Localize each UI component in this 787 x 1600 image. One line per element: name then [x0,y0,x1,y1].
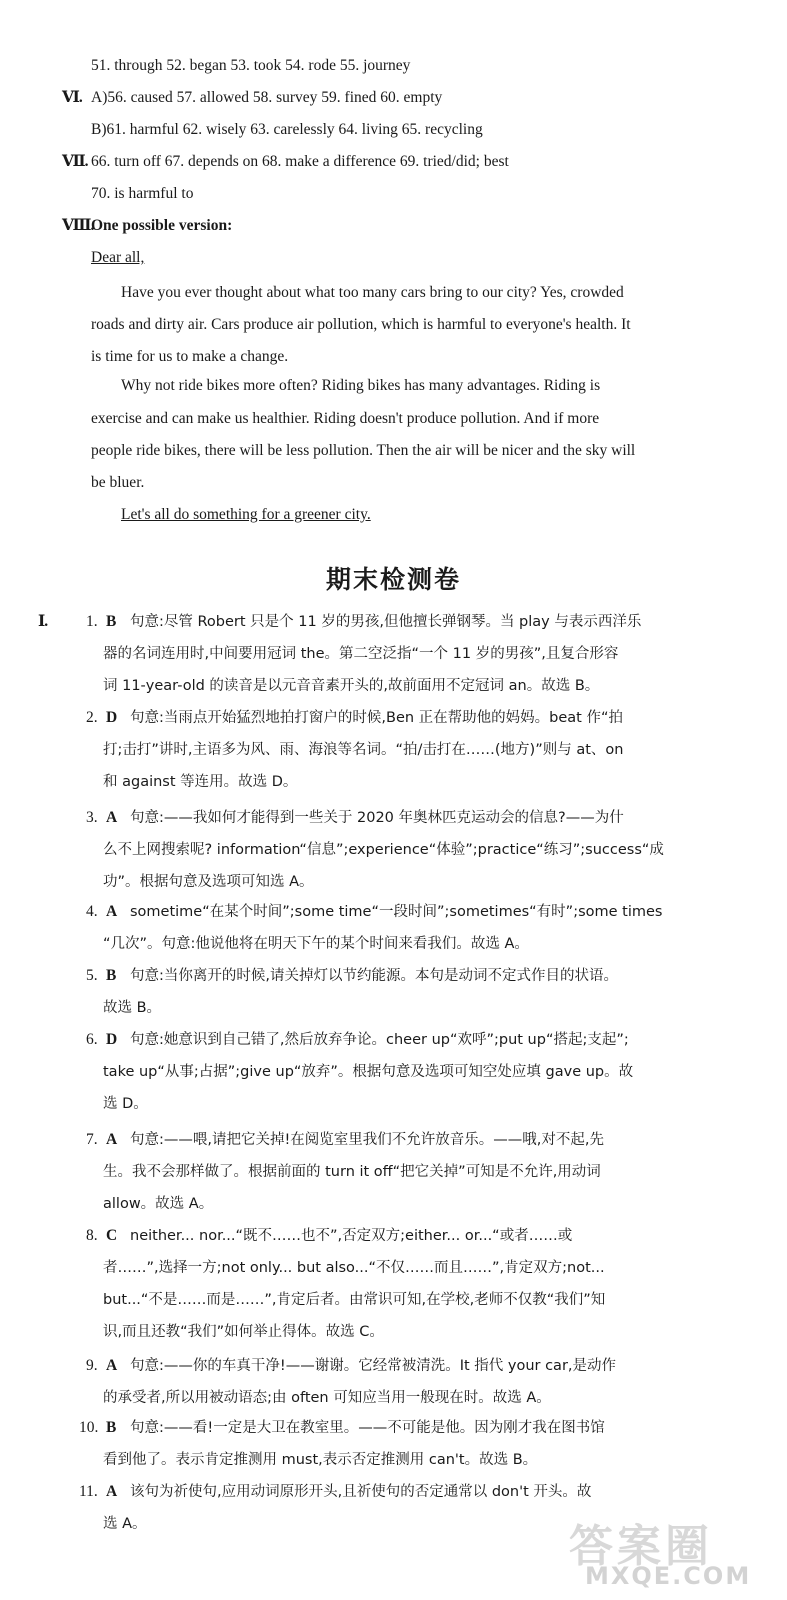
explanation-line: 选 D。 [103,1096,148,1112]
essay-line: Why not ride bikes more often? Riding bikes has many advantages. Riding is [121,377,601,394]
explanation-line: 故选 B。 [103,1000,162,1016]
answer-key: B [106,967,117,984]
explanation-line: neither... nor...“既不……也不”,否定双方;either... or...“或者……或 [130,1228,573,1244]
explanation-line: 句意:——你的车真干净!——谢谢。它经常被清洗。It 指代 your car,是动作 [130,1358,617,1374]
explanation-line: 识,而且还教“我们”如何举止得体。故选 C。 [103,1324,384,1340]
section-numeral-i: Ⅰ. [38,613,48,630]
question-number: 1. [86,613,98,630]
explanation-line: 句意:——喂,请把它关掉!在阅览室里我们不允许放音乐。——哦,对不起,先 [130,1132,605,1148]
explanation-line: 句意:当你离开的时候,请关掉灯以节约能源。本句是动词不定式作目的状语。 [130,968,618,984]
explanation-line: 器的名词连用时,中间要用冠词 the。第二空泛指“一个 11 岁的男孩”,且复合形容 [103,646,619,662]
essay-heading: One possible version: [91,217,233,234]
section-numeral-viii: Ⅷ. [62,217,94,234]
explanation-line: 打;击打”讲时,主语多为风、雨、海浪等名词。“拍/击打在……(地方)”则与 at、on [103,742,624,758]
explanation-line: 生。我不会那样做了。根据前面的 turn it off“把它关掉”可知是不允许,用动词 [103,1164,601,1180]
explanation-line: 看到他了。表示肯定推测用 must,表示否定推测用 can't。故选 B。 [103,1452,538,1468]
section-numeral-vii: Ⅶ. [62,153,88,170]
explanation-line: 者……”,选择一方;not only... but also...“不仅……而且……”,肯定双方;not... [103,1260,605,1276]
question-number: 4. [86,903,98,920]
explanation-line: sometime“在某个时间”;some time“一段时间”;sometimes“有时”;some times [130,904,663,920]
explanation-line: “几次”。句意:他说他将在明天下午的某个时间来看我们。故选 A。 [103,936,529,952]
page-title: 期末检测卷 [325,565,461,594]
essay-salutation: Dear all, [91,249,145,266]
question-number: 10. [79,1419,99,1436]
answer-line-66-69: 66. turn off 67. depends on 68. make a difference 69. tried/did; best [91,153,509,170]
answer-key: B [106,613,117,630]
watermark-logo [539,1510,769,1596]
answer-line-51-55: 51. through 52. began 53. took 54. rode 55. journey [91,57,411,74]
explanation-line: 功”。根据句意及选项可知选 A。 [103,874,314,890]
question-number: 5. [86,967,98,984]
explanation-line: 词 11-year-old 的读音是以元音音素开头的,故前面用不定冠词 an。故选 B。 [103,678,600,694]
answer-line-61-65: B)61. harmful 62. wisely 63. carelessly 64. living 65. recycling [91,121,483,138]
essay-line: people ride bikes, there will be less pollution. Then the air will be nicer and the sky will [91,442,636,459]
question-number: 7. [86,1131,98,1148]
question-number: 8. [86,1227,98,1244]
answer-key: D [106,709,118,726]
watermark-url: MXQE.COM [585,1562,752,1590]
essay-line: is time for us to make a change. [91,348,289,365]
answer-key: A [106,1357,118,1374]
question-number: 9. [86,1357,98,1374]
answer-key: A [106,903,118,920]
essay-line: exercise and can make us healthier. Riding doesn't produce pollution. And if more [91,410,600,427]
question-number: 11. [79,1483,98,1500]
explanation-line: allow。故选 A。 [103,1196,214,1212]
explanation-line: 句意:——我如何才能得到一些关于 2020 年奥林匹克运动会的信息?——为什 [130,810,624,826]
explanation-line: 句意:——看!一定是大卫在教室里。——不可能是他。因为刚才我在图书馆 [130,1420,605,1436]
explanation-line: 选 A。 [103,1516,147,1532]
answer-line-70: 70. is harmful to [91,185,194,202]
explanation-line: 句意:她意识到自己错了,然后放弃争论。cheer up“欢呼”;put up“搭起;支起”; [130,1032,629,1048]
watermark-text: 答案圈 [569,1521,713,1572]
question-number: 6. [86,1031,98,1048]
essay-line: Have you ever thought about what too many cars bring to our city? Yes, crowded [121,284,624,301]
explanation-line: 句意:当雨点开始猛烈地拍打窗户的时候,Ben 正在帮助他的妈妈。beat 作“拍 [130,710,623,726]
essay-closing-line: Let's all do something for a greener city. [121,506,371,523]
essay-line: roads and dirty air. Cars produce air pollution, which is harmful to everyone's health. It [91,316,631,333]
explanation-line: 的承受者,所以用被动语态;由 often 可知应当用一般现在时。故选 A。 [103,1390,551,1406]
answer-key: D [106,1031,118,1048]
explanation-line: but...“不是……而是……”,肯定后者。由常识可知,在学校,老师不仅教“我们”知 [103,1292,606,1308]
explanation-line: take up“从事;占据”;give up“放弃”。根据句意及选项可知空处应填 gave up。故 [103,1064,634,1080]
section-numeral-vi: Ⅵ. [62,89,82,106]
question-number: 2. [86,709,98,726]
essay-line: be bluer. [91,474,145,491]
answer-key: A [106,1131,118,1148]
answer-key: A [106,1483,118,1500]
explanation-line: 和 against 等连用。故选 D。 [103,774,298,790]
explanation-line: 句意:尽管 Robert 只是个 11 岁的男孩,但他擅长弹钢琴。当 play 与表示西洋乐 [130,614,642,630]
answer-line-56-60: A)56. caused 57. allowed 58. survey 59. fined 60. empty [91,89,443,106]
answer-key: B [106,1419,117,1436]
explanation-line: 该句为祈使句,应用动词原形开头,且祈使句的否定通常以 don't 开头。故 [130,1484,592,1500]
answer-key: A [106,809,118,826]
question-number: 3. [86,809,98,826]
answer-key: C [106,1227,118,1244]
explanation-line: 么不上网搜索呢? information“信息”;experience“体验”;practice“练习”;success“成 [103,842,664,858]
